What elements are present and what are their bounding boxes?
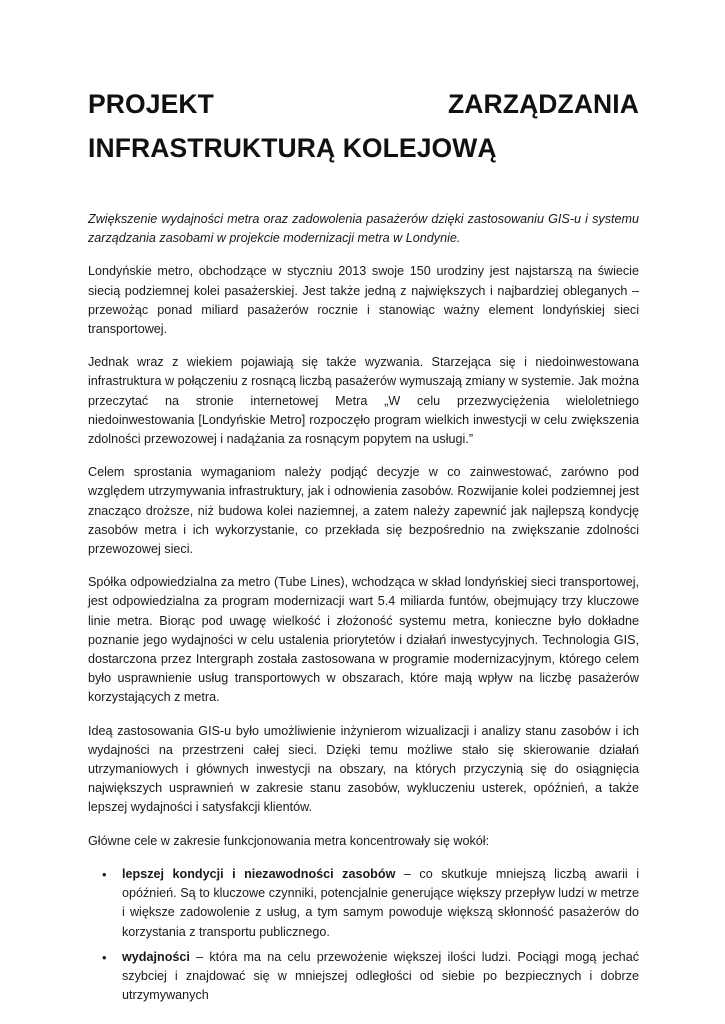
lead-paragraph: Zwiększenie wydajności metra oraz zadowolenia pasażerów dzięki zastosowaniu GIS-u i systemu zarządzania zasobami w projekcie modernizacji metra w Londynie. — [88, 212, 639, 246]
paragraph-goals-intro: Główne cele w zakresie funkcjonowania metra koncentrowały się wokół: — [88, 833, 490, 848]
list-item-text: – która ma na celu przewożenie większej ilości ludzi. Pociągi mogą jechać szybciej i znajdować się w mniejszej odległości od siebie po bezpiecznych i dobrze utrzymywanych — [122, 949, 639, 1003]
paragraph-history: Londyńskie metro, obchodzące w styczniu 2013 swoje 150 urodziny jest najstarszą na świecie siecią podziemnej kolei pasażerskiej. Jest także jedną z największych i najbardziej obleganych – przewożąc ponad miliard pasażerów rocznie i stanowiąc ważny element londyńskiej sieci transportowej. — [88, 264, 639, 337]
goals-list — [88, 865, 639, 1005]
list-item — [88, 948, 639, 1006]
list-item — [88, 865, 639, 942]
list-item-text: – co skutkuje mniejszą liczbą awarii i opóźnień. Są to kluczowe czynniki, potencjalnie generujące większy przepływ ludzi w metrze i większe zadowolenie z usług, a tym samym powoduje większą skłonność pasażerów do korzystania z transportu publicznego. — [122, 866, 640, 939]
document-content — [88, 82, 639, 1011]
paragraph-challenges: Jednak wraz z wiekiem pojawiają się także wyzwania. Starzejąca się i niedoinwestowana infrastruktura w połączeniu z rosnącą liczbą pasażerów wymuszają zmiany w systemie. Jak można przeczytać na stronie internetowej Metra „W celu przezwyciężenia wieloletniego niedoinwestowania [Londyńskie Metro] rozpoczęło program wielkich inwestycji w celu zwiększenia zdolności przewozowej i nadążania za rosnącym popytem na usługi.” — [88, 355, 639, 447]
list-item-bold: lepszej kondycji i niezawodności zasobów — [122, 866, 396, 881]
paragraph-gis-idea: Ideą zastosowania GIS-u było umożliwienie inżynierom wizualizacji i analizy stanu zasobów i ich wydajności na przestrzeni całej sieci. Dzięki temu możliwe stało się skierowanie działań utrzymaniowych i głównych inwestycji na obszary, na których przyczynią się do osiągnięcia największych usprawnień w zakresie stanu zasobów, wykluczeniu usterek, opóźnień, a także lepszej wydajności i satysfakcji klientów. — [88, 723, 639, 815]
list-item-bold: wydajności — [122, 949, 190, 964]
paragraph-tube-lines: Spółka odpowiedzialna za metro (Tube Lines), wchodząca w skład londyńskiej sieci transportowej, jest odpowiedzialna za program modernizacji wart 5.4 miliarda funtów, obejmujący trzy kluczowe linie metra. Biorąc pod uwagę wielkość i złożoność systemu metra, konieczne było dokładne poznanie jego wydajności w celu ustalenia priorytetów i działań inwestycyjnych. Technologia GIS, dostarczona przez Intergraph została zastosowana w programie modernizacyjnym, którego celem było usprawnienie usług transportowych w obszarach, które mają wpływ na liczbę pasażerów korzystających z metra. — [88, 575, 639, 705]
document-title: PROJEKT ZARZĄDZANIA INFRASTRUKTURĄ KOLEJOWĄ — [88, 89, 639, 163]
bullet-icon: • — [102, 866, 107, 882]
paragraph-investment: Celem sprostania wymaganiom należy podjąć decyzje w co zainwestować, zarówno pod względem utrzymywania infrastruktury, jak i odnowienia zasobów. Rozwijanie kolei podziemnej jest znacząco droższe, niż budowa kolei naziemnej, a zatem należy zapewnić jak najlepszą kondycję zasobów metra i ich wykorzystanie, co przekłada się bezpośrednio na zwiększanie zdolności przewozowej sieci. — [88, 465, 639, 557]
bullet-icon: • — [102, 949, 107, 965]
